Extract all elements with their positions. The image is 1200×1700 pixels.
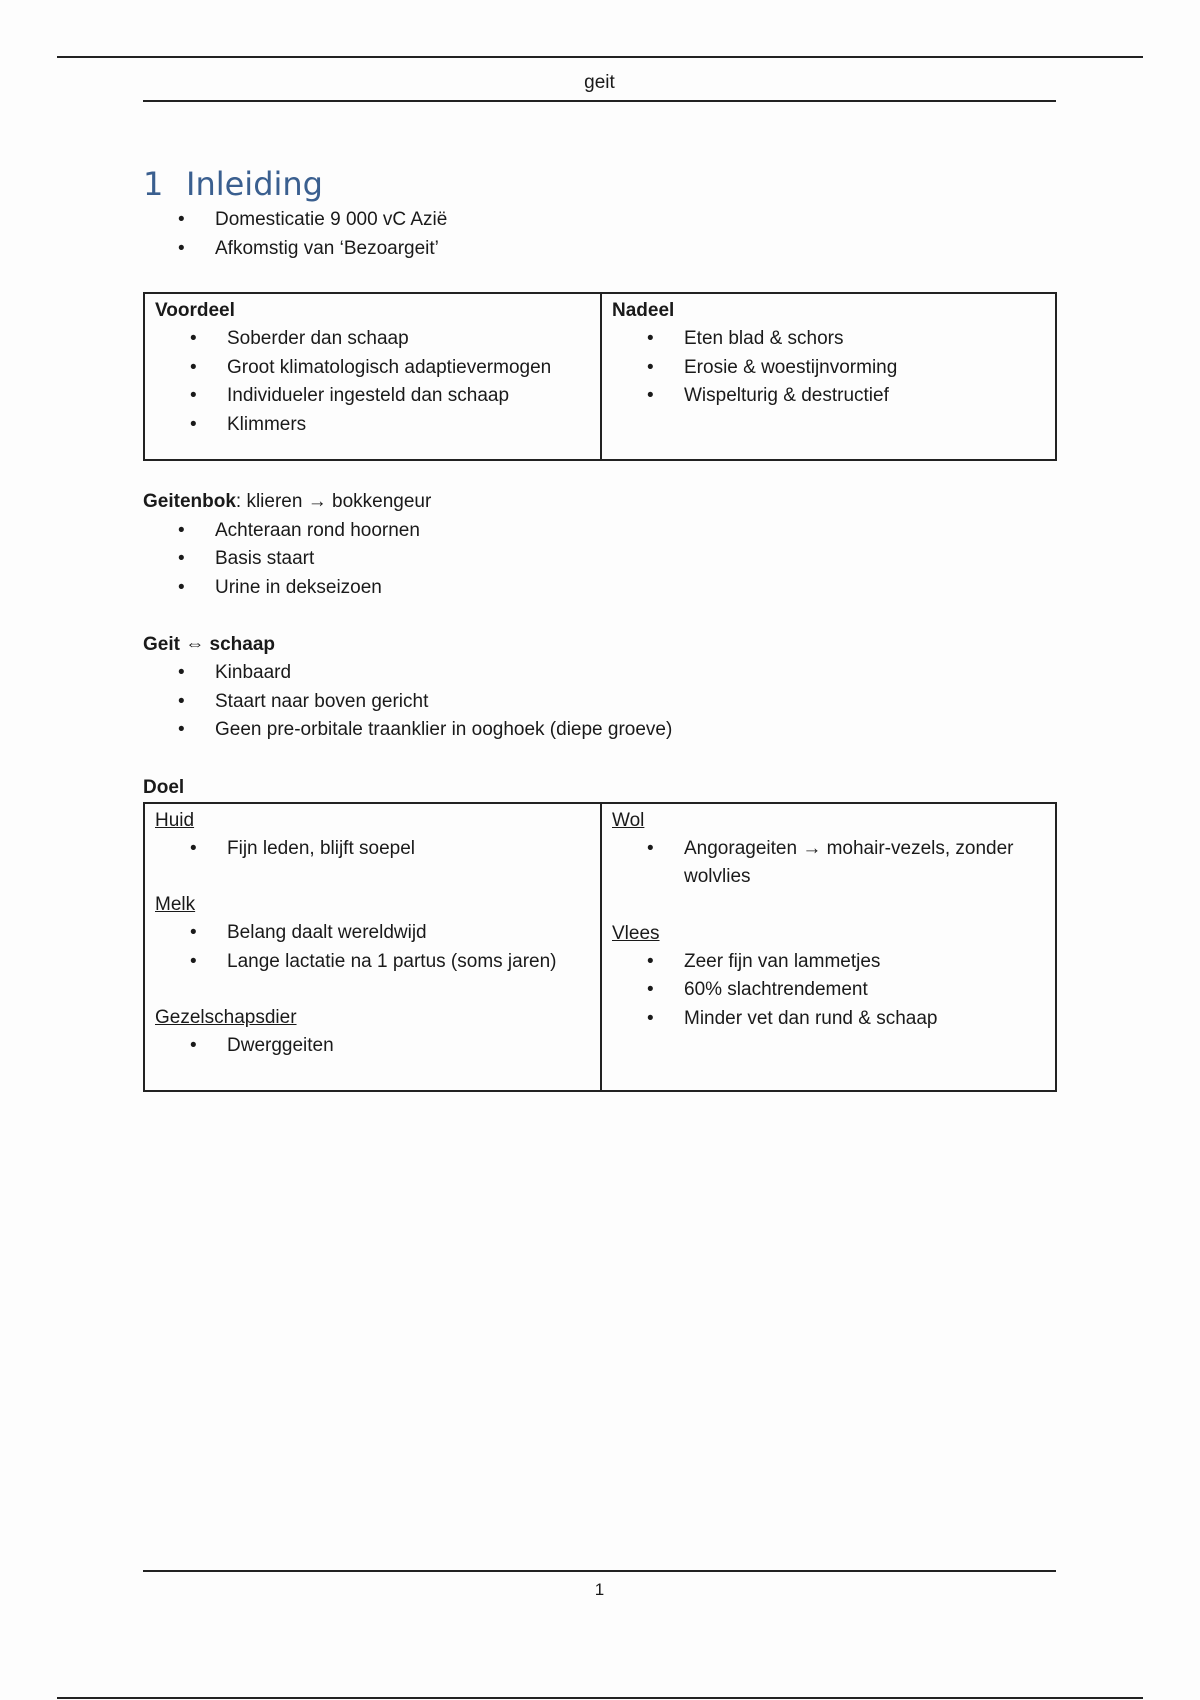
double-arrow-icon: ⇔ [185, 634, 205, 655]
huid-title: Huid [155, 809, 195, 831]
list-item: • Domesticatie 9 000 vC Azië [215, 206, 1057, 235]
pros-title: Voordeel [155, 300, 235, 321]
geitenbok-label: Geitenbok [143, 491, 236, 512]
vlees-title: Vlees [612, 922, 660, 944]
list-item: • Erosie & woestijnvorming [684, 354, 1045, 383]
cons-list [612, 325, 1045, 411]
doel-table [143, 802, 1057, 1092]
list-item: • Wispelturig & destructief [684, 382, 1045, 411]
list-item: • Minder vet dan rund & schaap [684, 1005, 1045, 1034]
list-item: • Klimmers [227, 411, 590, 440]
list-item: • Staart naar boven gericht [215, 688, 1057, 717]
doel-right-column [600, 804, 1055, 1090]
pros-cons-table [143, 292, 1057, 461]
list-item: • Geen pre-orbitale traanklier in ooghoek (diepe groeve) [215, 716, 1057, 745]
document-body [143, 162, 1057, 1092]
intro-list [143, 206, 1057, 263]
arrow-right-icon: → [307, 491, 327, 512]
pros-column [145, 294, 600, 459]
list-item: • Soberder dan schaap [227, 325, 590, 354]
list-item: • Urine in dekseizoen [215, 574, 1057, 603]
list-item: • Fijn leden, blijft soepel [227, 835, 590, 864]
list-item: • Achteraan rond hoornen [215, 517, 1057, 546]
section-heading [143, 162, 1057, 206]
pros-list [155, 325, 590, 439]
doel-title: Doel [143, 776, 185, 798]
page-number: 1 [143, 1570, 1056, 1600]
section-title: Inleiding [186, 165, 323, 203]
wol-title: Wol [612, 809, 645, 831]
comparison-list [143, 659, 1057, 745]
geitenbok-text: : klieren [235, 491, 308, 512]
list-item: • Lange lactatie na 1 partus (soms jaren) [227, 948, 590, 977]
page-top-border [57, 56, 1143, 58]
list-item: • Angorageiten → mohair-vezels, zonder wolvlies [684, 835, 1045, 892]
geitenbok-line [143, 488, 1057, 517]
list-item: • Kinbaard [215, 659, 1057, 688]
page-bottom-border [57, 1697, 1143, 1699]
huid-list [155, 835, 590, 864]
gezelschapsdier-title: Gezelschapsdier [155, 1007, 297, 1028]
geitenbok-result: bokkengeur [326, 491, 432, 512]
list-item: • 60% slachtrendement [684, 976, 1045, 1005]
list-item: • Zeer fijn van lammetjes [684, 948, 1045, 977]
cons-title: Nadeel [612, 300, 675, 321]
comparison-right: schaap [209, 634, 275, 655]
melk-list [155, 919, 590, 976]
list-item: • Belang daalt wereldwijd [227, 919, 590, 948]
page-header: geit [143, 72, 1056, 102]
gezelschapsdier-list [155, 1032, 590, 1061]
list-item: • Basis staart [215, 545, 1057, 574]
list-item: • Afkomstig van ‘Bezoargeit’ [215, 235, 1057, 264]
list-item: • Individueler ingesteld dan schaap [227, 382, 590, 411]
wol-list [612, 835, 1045, 892]
comparison-title [143, 631, 1057, 659]
list-item: • Groot klimatologisch adaptievermogen [227, 354, 590, 383]
section-number: 1 [143, 165, 164, 203]
vlees-list [612, 948, 1045, 1034]
melk-title: Melk [155, 894, 196, 915]
cons-column [600, 294, 1055, 459]
list-item: • Eten blad & schors [684, 325, 1045, 354]
doel-left-column [145, 804, 600, 1090]
geitenbok-list [143, 517, 1057, 603]
list-item: • Dwerggeiten [227, 1032, 590, 1061]
comparison-left: Geit [143, 634, 180, 655]
